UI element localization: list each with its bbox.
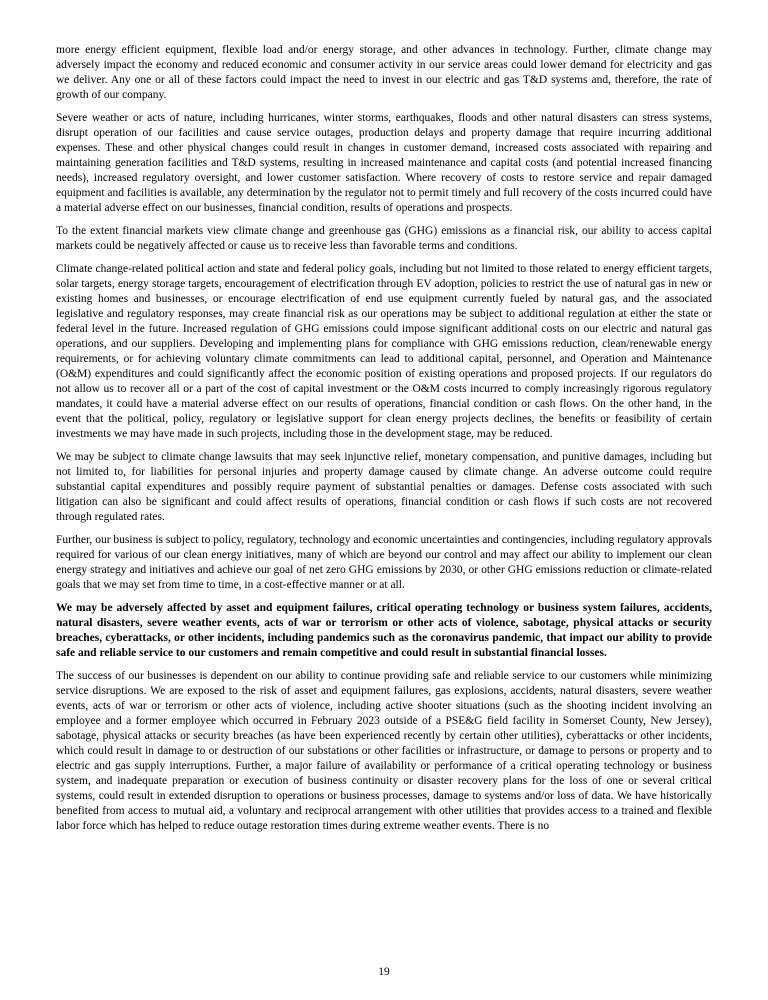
paragraph-severe-weather-risk: Severe weather or acts of nature, including hurricanes, winter storms, earthquakes, floods and other natural disasters can stress systems, disrupt operation of our facilities and cause service outages, production delays and property damage that require incurring additional expenses. These and other physical changes could result in changes in customer demand, increased costs associated with repairing and maintaining generation facilities and T&D systems, resulting in increased maintenance and capital costs (and potential increased financing needs), increased regulatory oversight, and lower customer satisfaction. Where recovery of costs to restore service and repair damaged equipment and facilities is available, any determination by the regulator not to permit timely and full recovery of the costs incurred could have a material adverse effect on our businesses, financial condition, results of operations and prospects. <box>56 112 712 214</box>
paragraph-climate-technology-impact: more energy efficient equipment, flexible load and/or energy storage, and other advances in technology. Further, climate change may adversely impact the economy and reduced economic and consumer activity in our service areas could lower demand for electricity and gas we deliver. Any one or all of these factors could impact the need to invest in our electric and gas T&D systems and, therefore, the rate of growth of our company. <box>56 44 712 101</box>
page-number: 19 <box>378 966 390 978</box>
paragraph-climate-policy-regulation: Climate change-related political action and state and federal policy goals, including but not limited to those related to energy efficient targets, solar targets, energy storage targets, encouragement of electrification through EV adoption, policies to restrict the use of natural gas in new or existing homes and businesses, or encourage electrification of end use equipment currently fueled by natural gas, and the associated legislative and regulatory responses, may create financial risk as our operations may be subject to additional regulation at either the state or federal level in the future. Increased regulation of GHG emissions could impose significant additional costs on our electric and natural gas operations, and our suppliers. Developing and implementing plans for compliance with GHG emissions reduction, clean/renewable energy requirements, or for achieving voluntary climate commitments can lead to additional capital, personnel, and Operation and Maintenance (O&M) expenditures and could significantly affect the economic position of existing operations and proposed projects. If our regulators do not allow us to recover all or a part of the cost of capital investment or the O&M costs incurred to comply increasingly rigorous regulatory mandates, it could have a material adverse effect on our results of operations, financial condition or cash flows. On the other hand, in the event that the political, policy, regulatory or legislative support for clean energy projects declines, the benefits or feasibility of certain investments we may have made in such projects, including those in the development stage, may be reduced. <box>56 263 712 440</box>
paragraph-financial-markets-ghg: To the extent financial markets view climate change and greenhouse gas (GHG) emissions as a financial risk, our ability to access capital markets could be negatively affected or cause us to receive less than favorable terms and conditions. <box>56 225 712 252</box>
paragraph-climate-lawsuits: We may be subject to climate change lawsuits that may seek injunctive relief, monetary compensation, and punitive damages, including but not limited to, for liabilities for personal injuries and property damage caused by climate change. An adverse outcome could require substantial capital expenditures and possibly require payment of substantial penalties or damages. Defense costs associated with such litigation can also be significant and could affect results of operations, financial condition or cash flows if such costs are not recovered through regulated rates. <box>56 451 712 523</box>
paragraph-business-success-risks: The success of our businesses is dependent on our ability to continue providing safe and reliable service to our customers while minimizing service disruptions. We are exposed to the risk of asset and equipment failures, gas explosions, accidents, natural disasters, severe weather events, acts of war or terrorism or other acts of violence, including active shooter situations (such as the shooting incident involving an employee and a former employee which occurred in February 2023 outside of a PSE&G field facility in Somerset County, New Jersey), sabotage, physical attacks or security breaches (as have been experienced recently by certain other utilities), cyberattacks or other incidents, which could result in damage to or destruction of our substations or other facilities or infrastructure, or damage to persons or property and to electric and gas supply interruptions. Further, a major failure of availability or performance of a critical operating technology or business system, and inadequate preparation or execution of business continuity or disaster recovery plans for the loss of one or several critical systems, could result in extended disruption to operations or business processes, damage to systems and/or loss of data. We have historically benefited from access to mutual aid, a voluntary and reciprocal arrangement with other utilities that provides access to a trained and flexible labor force which has helped to reduce outage restoration times during extreme weather events. There is no <box>56 670 712 832</box>
paragraph-clean-energy-uncertainties: Further, our business is subject to policy, regulatory, technology and economic uncertainties and contingencies, including regulatory approvals required for various of our clean energy initiatives, many of which are beyond our control and may affect our ability to implement our clean energy strategy and initiatives and achieve our goal of net zero GHG emissions by 2030, or other GHG emissions reduction or climate-related goals that we may set from time to time, in a cost-effective manner or at all. <box>56 534 712 591</box>
risk-factor-heading-asset-failures: We may be adversely affected by asset and equipment failures, critical operating technology or business system failures, accidents, natural disasters, severe weather events, acts of war or terrorism or other acts of violence, sabotage, physical attacks or security breaches, cyberattacks, or other incidents, including pandemics such as the coronavirus pandemic, that impact our ability to provide safe and reliable service to our customers and remain competitive and could result in substantial financial losses. <box>56 602 712 659</box>
page-body <box>56 43 712 834</box>
